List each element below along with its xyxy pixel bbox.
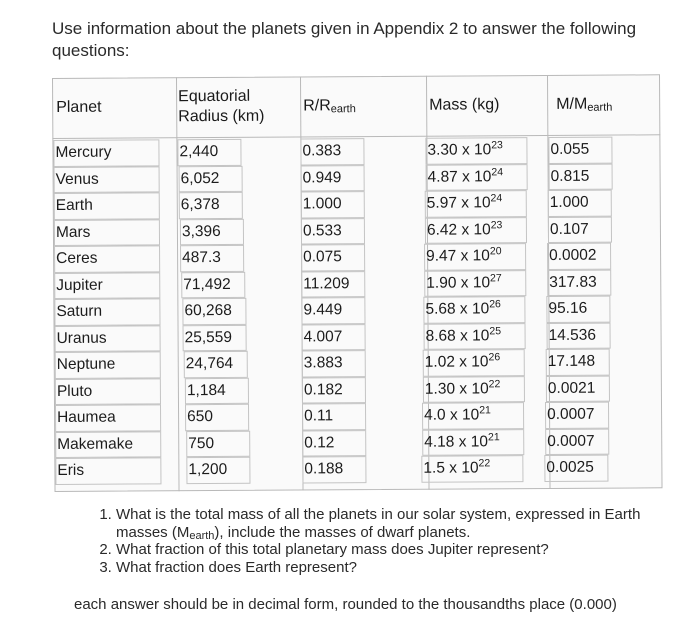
mass-exponent: 23: [490, 218, 503, 231]
cell-outline: [422, 429, 524, 456]
cell-radius: 3,396: [181, 222, 221, 240]
cell-outline: [546, 375, 610, 402]
mass-exponent: 27: [489, 271, 502, 284]
cell-rr: 1.000: [302, 195, 342, 213]
header-mass: Mass (kg): [429, 96, 500, 114]
cell-outline: [546, 296, 610, 323]
cell-radius: 1,184: [186, 381, 226, 399]
cell-planet: Haumea: [57, 408, 116, 426]
mass-mantissa: 1.30 x 10: [424, 379, 489, 398]
cell-outline: [423, 349, 525, 376]
cell-planet: Makemake: [57, 435, 134, 453]
cell-outline: [545, 402, 609, 429]
cell-rr: 0.11: [304, 407, 334, 425]
cell-planet: Jupiter: [56, 276, 103, 294]
mass-mantissa: 4.18 x 10: [424, 432, 489, 451]
cell-mm: 95.16: [548, 299, 588, 317]
cell-radius: 650: [187, 408, 213, 426]
cell-outline: [547, 322, 611, 349]
mass-mantissa: 9.47 x 10: [426, 247, 490, 265]
cell-outline: [425, 217, 527, 244]
question-1-text-end: ), include the masses of dwarf planets.: [214, 523, 471, 541]
cell-rr: 3.883: [303, 354, 343, 372]
cell-outline: [425, 190, 527, 217]
cell-rr: 4.007: [303, 327, 343, 345]
header-r-ratio-subscript: earth: [330, 103, 356, 116]
cell-outline: [425, 137, 527, 164]
cell-planet: Pluto: [56, 382, 93, 400]
cell-outline: [185, 404, 249, 431]
mass-exponent: 23: [491, 139, 503, 152]
cell-outline: [54, 245, 160, 272]
cell-planet: Neptune: [56, 355, 116, 373]
cell-mm: 317.83: [549, 273, 597, 291]
cell-outline: [547, 269, 611, 296]
cell-outline: [547, 243, 611, 270]
cell-outline: [55, 378, 161, 405]
cell-outline: [548, 137, 612, 164]
cell-outline: [183, 324, 247, 351]
cell-outline: [301, 244, 365, 271]
mass-mantissa: 1.02 x 10: [424, 353, 489, 371]
question-3: 3. What fraction does Earth represent?: [116, 559, 676, 577]
cell-rr: 11.209: [303, 274, 350, 292]
cell-outline: [301, 271, 365, 298]
mass-mantissa: 8.68 x 10: [425, 326, 490, 345]
cell-outline: [302, 350, 366, 377]
cell-mm: 0.0025: [546, 458, 594, 476]
cell-outline: [301, 165, 365, 192]
cell-outline: [55, 431, 161, 458]
cell-outline: [180, 218, 244, 245]
mass-exponent: 24: [490, 192, 503, 205]
cell-outline: [302, 403, 366, 430]
cell-outline: [421, 455, 523, 482]
cell-outline: [55, 457, 161, 484]
cell-outline: [301, 218, 365, 245]
question-1-text: What is the total mass of all the planets in our solar system, expressed in Earth masses (M: [116, 506, 641, 541]
cell-planet: Saturn: [56, 302, 103, 320]
question-1: [116, 506, 676, 541]
cell-mm: 0.815: [550, 167, 590, 185]
cell-outline: [55, 325, 161, 352]
cell-outline: [179, 165, 243, 192]
cell-outline: [54, 219, 160, 246]
header-m-ratio-subscript: earth: [587, 101, 613, 114]
mass-exponent: 22: [488, 377, 501, 390]
cell-outline: [54, 298, 160, 325]
cell-mm: 17.148: [547, 352, 596, 370]
cell-outline: [177, 139, 241, 166]
cell-rr: 0.182: [303, 380, 343, 398]
cell-outline: [181, 271, 245, 298]
cell-mm: 0.0007: [547, 405, 595, 423]
mass-mantissa: 4.87 x 10: [427, 167, 492, 186]
cell-planet: Eris: [57, 461, 85, 479]
cell-outline: [301, 297, 365, 324]
cell-outline: [302, 430, 366, 457]
cell-rr: 0.188: [304, 460, 344, 478]
cell-outline: [548, 216, 612, 243]
mass-exponent: 20: [489, 245, 502, 258]
cell-outline: [424, 323, 526, 350]
cell-planet: Mars: [55, 223, 91, 241]
mass-mantissa: 1.90 x 10: [426, 273, 491, 292]
cell-radius: 24,764: [185, 354, 234, 373]
mass-exponent: 25: [489, 324, 502, 337]
header-r-ratio: [303, 96, 356, 116]
header-m-ratio: [556, 95, 612, 115]
cell-outline: [548, 190, 612, 217]
cell-outline: [302, 324, 366, 351]
cell-mm: 14.536: [548, 326, 597, 344]
cell-outline: [301, 191, 365, 218]
cell-outline: [185, 377, 249, 404]
cell-outline: [424, 243, 526, 270]
cell-radius: 2,440: [179, 142, 219, 161]
cell-outline: [186, 457, 250, 484]
question-1-subscript: earth: [189, 529, 215, 542]
cell-outline: [423, 296, 525, 323]
cell-radius: 1,200: [188, 460, 228, 479]
cell-mm: 0.0021: [547, 379, 596, 397]
cell-outline: [302, 377, 366, 404]
cell-outline: [54, 272, 160, 299]
cell-mm: 0.107: [549, 220, 589, 238]
cell-outline: [300, 138, 364, 165]
mass-exponent: 26: [489, 298, 501, 311]
cell-radius: 71,492: [183, 275, 231, 293]
mass-exponent: 21: [487, 430, 500, 443]
cell-outline: [53, 139, 159, 166]
mass-exponent: 26: [488, 351, 501, 364]
cell-outline: [182, 298, 246, 325]
cell-radius: 6,378: [180, 195, 220, 214]
cell-radius: 750: [188, 434, 215, 452]
cell-rr: 0.383: [302, 142, 342, 160]
cell-outline: [546, 349, 610, 376]
cell-radius: 6,052: [180, 169, 220, 187]
mass-exponent: 22: [478, 457, 491, 470]
cell-rr: 0.12: [304, 433, 335, 451]
cell-outline: [426, 164, 528, 191]
mass-mantissa: 3.30 x 10: [427, 141, 492, 159]
cell-outline: [55, 404, 161, 431]
cell-outline: [54, 192, 160, 219]
cell-outline: [423, 376, 525, 403]
cell-radius: 25,559: [184, 328, 233, 346]
question-2: 2. What fraction of this total planetary mass does Jupiter represent?: [116, 541, 676, 559]
cell-outline: [54, 166, 160, 193]
cell-mm: 0.055: [550, 140, 590, 158]
cell-outline: [184, 351, 248, 378]
cell-outline: [180, 245, 244, 272]
mass-mantissa: 5.97 x 10: [426, 194, 491, 212]
cell-radius: 487.3: [182, 248, 221, 267]
cell-mm: 0.0002: [549, 246, 597, 264]
cell-rr: 0.949: [302, 168, 342, 186]
cell-planet: Uranus: [56, 329, 107, 347]
cell-outline: [55, 351, 161, 378]
cell-outline: [179, 192, 243, 219]
header-radius: Equatorial Radius (km): [178, 87, 265, 126]
cell-outline: [186, 430, 250, 457]
cell-radius: 60,268: [184, 301, 232, 320]
header-planet: Planet: [56, 98, 102, 116]
cell-outline: [544, 455, 608, 482]
mass-mantissa: 4.0 x 10: [424, 406, 480, 424]
mass-mantissa: 1.5 x 10: [423, 459, 479, 477]
cell-outline: [424, 270, 526, 297]
intro-text: Use information about the planets given in Appendix 2 to answer the following questions:: [52, 19, 637, 60]
cell-planet: Venus: [55, 170, 99, 188]
cell-outline: [302, 456, 366, 483]
mass-mantissa: 5.68 x 10: [425, 300, 490, 318]
cell-outline: [545, 428, 609, 455]
header-r-ratio-text: R/R: [303, 97, 331, 115]
cell-planet: Ceres: [56, 249, 98, 267]
mass-exponent: 24: [491, 165, 504, 178]
cell-outline: [422, 402, 524, 429]
cell-mm: 0.0007: [547, 432, 595, 450]
planet-data-table: [52, 74, 663, 492]
question-list: [96, 506, 676, 576]
cell-outline: [549, 163, 613, 190]
rounding-instruction: each answer should be in decimal form, rounded to the thousandths place (0.000): [74, 596, 617, 613]
mass-exponent: 21: [479, 404, 491, 417]
mass-mantissa: 6.42 x 10: [426, 220, 491, 239]
cell-planet: Earth: [55, 196, 93, 214]
cell-rr: 0.533: [302, 221, 342, 239]
cell-mm: 1.000: [549, 193, 589, 211]
cell-rr: 9.449: [303, 301, 343, 319]
cell-rr: 0.075: [303, 248, 342, 266]
header-m-ratio-text: M/M: [556, 95, 588, 113]
cell-planet: Mercury: [55, 143, 112, 161]
